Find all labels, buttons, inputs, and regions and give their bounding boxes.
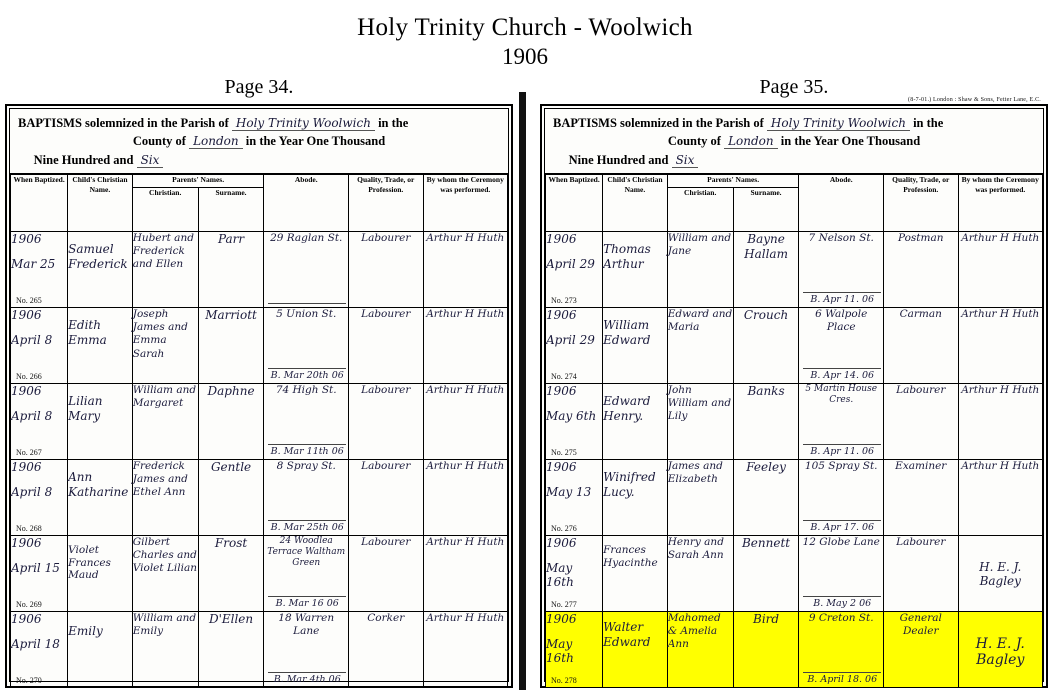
- entry-number: No. 278: [551, 676, 577, 686]
- child-name: Violet Frances Maud: [68, 544, 111, 582]
- abode: 29 Raglan St.: [270, 232, 343, 245]
- line1-tail: in the: [913, 116, 944, 130]
- col-parent-surname: Surname.: [733, 188, 799, 232]
- cell-surname: [733, 612, 799, 688]
- entry-day: April 29: [546, 256, 595, 271]
- cell-quality: [883, 536, 958, 612]
- table-header-row: [546, 175, 1043, 188]
- entry-number: No. 277: [551, 600, 577, 610]
- parents-christian: James and Elizabeth: [667, 460, 723, 486]
- child-name: Samuel Frederick: [68, 242, 128, 271]
- born-note: B. Mar 20th 06: [268, 368, 345, 381]
- county-name: London: [724, 134, 778, 149]
- abode: 18 Warren Lane: [278, 612, 335, 637]
- quality: Carman: [899, 308, 942, 321]
- parents-christian: Frederick James and Ethel Ann: [132, 460, 188, 499]
- entry-year: 1906: [546, 232, 577, 247]
- cell-child: [603, 536, 668, 612]
- county-label: County of: [132, 134, 186, 149]
- county-label: County of: [667, 134, 721, 149]
- entry-number: No. 265: [16, 296, 42, 306]
- entry-year: 1906: [546, 384, 577, 399]
- entry-day: April 29: [546, 332, 595, 347]
- entry-day: April 8: [11, 484, 53, 499]
- cell-abode: [264, 536, 348, 612]
- line2-tail: in the Year One Thousand: [780, 134, 921, 149]
- parents-surname: Feeley: [746, 460, 786, 475]
- table-header-row: [11, 175, 508, 188]
- child-name: Edith Emma: [68, 318, 107, 347]
- cell-parents-christian: [667, 232, 733, 308]
- cell-parents-christian: [132, 536, 198, 612]
- cell-parents-christian: [667, 384, 733, 460]
- cell-surname: [198, 612, 264, 688]
- parish-name: Holy Trinity Woolwich: [767, 116, 910, 131]
- cell-child: [68, 460, 133, 536]
- line1-tail: in the: [378, 116, 409, 130]
- quality: Examiner: [895, 460, 947, 473]
- register-page-right: [540, 76, 1048, 690]
- parents-christian: William and Margaret: [132, 384, 197, 410]
- entry-number: No. 274: [551, 372, 577, 382]
- abode: 74 High St.: [275, 384, 337, 397]
- quality: Labourer: [361, 308, 411, 321]
- cell-surname: [198, 384, 264, 460]
- entry-number: No. 267: [16, 448, 42, 458]
- cell-surname: [733, 308, 799, 384]
- cell-by-whom: [958, 308, 1042, 384]
- col-child-name: Child's Christian Name.: [603, 175, 668, 232]
- parents-christian: John William and Lily: [667, 384, 732, 423]
- quality: Postman: [897, 232, 944, 245]
- page-title: Holy Trinity Church - Woolwich: [357, 14, 693, 41]
- cell-surname: [198, 308, 264, 384]
- cell-child: [68, 536, 133, 612]
- born-note: B. Mar 16 06: [268, 596, 345, 609]
- officiant: Arthur H Huth: [426, 460, 505, 473]
- parents-christian: Joseph James and Emma Sarah: [132, 308, 188, 360]
- table-row-highlighted: [546, 612, 1043, 688]
- register-block-left: [5, 104, 513, 688]
- document-year: 1906: [502, 44, 548, 69]
- col-when-baptized: When Baptized.: [11, 175, 68, 232]
- child-name: Thomas Arthur: [603, 242, 651, 271]
- solemnized-text: solemnized in the Parish of: [85, 116, 229, 130]
- cell-when: [11, 384, 68, 460]
- quality: Corker: [367, 612, 405, 625]
- cell-parents-christian: [132, 460, 198, 536]
- col-quality: Quality, Trade, or Profession.: [883, 175, 958, 232]
- parents-surname: Daphne: [207, 384, 255, 399]
- cell-by-whom: [423, 232, 507, 308]
- col-parent-christian: Christian.: [132, 188, 198, 232]
- col-abode: Abode.: [799, 175, 883, 232]
- cell-by-whom: [423, 612, 507, 688]
- parish-name: Holy Trinity Woolwich: [232, 116, 375, 131]
- entry-number: No. 273: [551, 296, 577, 306]
- cell-parents-christian: [667, 460, 733, 536]
- cell-parents-christian: [132, 308, 198, 384]
- cell-when: [11, 460, 68, 536]
- document-header: [0, 0, 1050, 70]
- entry-year: 1906: [546, 612, 577, 627]
- entry-year: 1906: [11, 460, 42, 475]
- table-row: [11, 612, 508, 688]
- cell-abode: [799, 460, 883, 536]
- table-row: [546, 384, 1043, 460]
- officiant-signature: H. E. J. Bagley: [975, 636, 1025, 669]
- table-row: [11, 308, 508, 384]
- cell-surname: [733, 384, 799, 460]
- cell-quality: [883, 612, 958, 688]
- parents-christian: William and Jane: [667, 232, 732, 258]
- cell-quality: [348, 612, 423, 688]
- cell-when: [11, 308, 68, 384]
- cell-child: [603, 460, 668, 536]
- cell-surname: [198, 460, 264, 536]
- cell-parents-christian: [132, 612, 198, 688]
- cell-surname: [198, 536, 264, 612]
- cell-surname: [198, 232, 264, 308]
- entry-year: 1906: [11, 384, 42, 399]
- cell-by-whom: [958, 536, 1042, 612]
- born-note: B. Mar 11th 06: [268, 444, 345, 457]
- parents-surname: Crouch: [743, 308, 789, 323]
- register-pages: [0, 76, 1050, 690]
- parents-christian: Mahomed & Amelia Ann: [667, 612, 721, 651]
- cell-child: [68, 384, 133, 460]
- book-spine: [519, 92, 526, 690]
- preamble-left: [10, 109, 508, 174]
- preamble-right: [545, 109, 1043, 174]
- abode: 5 Union St.: [276, 308, 337, 321]
- col-child-name: Child's Christian Name.: [68, 175, 133, 232]
- cell-surname: [733, 232, 799, 308]
- officiant: Arthur H Huth: [961, 460, 1040, 473]
- cell-child: [68, 612, 133, 688]
- cell-by-whom: [958, 460, 1042, 536]
- col-parent-surname: Surname.: [198, 188, 264, 232]
- entry-day: May 16th: [546, 560, 574, 589]
- entry-number: No. 270: [16, 676, 42, 686]
- parents-christian: Edward and Maria: [667, 308, 733, 334]
- cell-when: [546, 232, 603, 308]
- cell-quality: [348, 232, 423, 308]
- entry-day: May 6th: [546, 408, 597, 423]
- cell-abode: [799, 384, 883, 460]
- table-row: [11, 232, 508, 308]
- cell-when: [11, 232, 68, 308]
- child-name: Winifred Lucy.: [603, 470, 656, 499]
- county-name: London: [189, 134, 243, 149]
- child-name: Emily: [68, 624, 103, 639]
- parents-christian: Henry and Sarah Ann: [667, 536, 724, 562]
- line2-tail: in the Year One Thousand: [245, 134, 386, 149]
- year-word: Six: [672, 153, 699, 168]
- cell-quality: [348, 536, 423, 612]
- cell-quality: [883, 308, 958, 384]
- cell-abode: [799, 232, 883, 308]
- entry-day: May 16th: [546, 636, 574, 665]
- parents-christian: William and Emily: [132, 612, 197, 638]
- cell-by-whom: [423, 460, 507, 536]
- born-note: B. May 2 06: [803, 596, 880, 609]
- table-row: [546, 232, 1043, 308]
- col-quality: Quality, Trade, or Profession.: [348, 175, 423, 232]
- entry-year: 1906: [11, 536, 42, 551]
- parents-surname: Banks: [747, 384, 785, 399]
- cell-child: [68, 308, 133, 384]
- entry-year: 1906: [11, 232, 42, 247]
- born-note: B. Apr 17. 06: [803, 520, 880, 533]
- parents-christian: Hubert and Frederick and Ellen: [132, 232, 194, 271]
- child-name: Frances Hyacinthe: [603, 544, 658, 569]
- officiant: Arthur H Huth: [426, 612, 505, 625]
- cell-child: [68, 232, 133, 308]
- entry-number: No. 276: [551, 524, 577, 534]
- cell-child: [603, 308, 668, 384]
- year-word: Six: [137, 153, 164, 168]
- cell-abode: [799, 536, 883, 612]
- entry-day: April 8: [11, 408, 53, 423]
- cell-abode: [799, 612, 883, 688]
- register-page-left: [5, 76, 513, 690]
- col-when-baptized: When Baptized.: [546, 175, 603, 232]
- parents-surname: Gentle: [210, 460, 252, 475]
- cell-quality: [348, 308, 423, 384]
- entries-right: [546, 232, 1043, 688]
- entry-number: No. 275: [551, 448, 577, 458]
- entry-number: No. 266: [16, 372, 42, 382]
- cell-by-whom: [958, 232, 1042, 308]
- child-name: Ann Katharine: [68, 470, 129, 499]
- entries-left: [11, 232, 508, 688]
- parents-christian: Gilbert Charles and Violet Lilian: [132, 536, 198, 575]
- cell-by-whom: [958, 612, 1042, 688]
- officiant: Arthur H Huth: [426, 308, 505, 321]
- abode: 24 Woodlea Terrace Waltham Green: [267, 536, 346, 568]
- col-abode: Abode.: [264, 175, 348, 232]
- parents-surname: Marriott: [205, 308, 257, 323]
- cell-when: [11, 536, 68, 612]
- cell-child: [603, 232, 668, 308]
- born-note: B. Apr 14. 06: [803, 368, 880, 381]
- entry-day: April 15: [11, 560, 60, 575]
- abode: 105 Spray St.: [804, 460, 878, 473]
- child-name: William Edward: [603, 318, 651, 347]
- cell-when: [546, 612, 603, 688]
- cell-by-whom: [423, 308, 507, 384]
- child-name: Lilian Mary: [68, 394, 103, 423]
- cell-quality: [348, 384, 423, 460]
- ninehundred-label: Nine Hundred and: [568, 152, 669, 167]
- cell-quality: [883, 384, 958, 460]
- quality: Labourer: [361, 384, 411, 397]
- cell-when: [11, 612, 68, 688]
- cell-abode: [799, 308, 883, 384]
- quality: Labourer: [361, 460, 411, 473]
- quality: Labourer: [896, 536, 946, 549]
- baptisms-word: BAPTISMS: [553, 116, 617, 130]
- cell-child: [603, 612, 668, 688]
- parents-surname: Bayne Hallam: [744, 232, 788, 261]
- officiant: Arthur H Huth: [426, 232, 505, 245]
- page-label-left: Page 34.: [224, 76, 294, 98]
- table-row: [546, 308, 1043, 384]
- cell-parents-christian: [132, 384, 198, 460]
- cell-parents-christian: [667, 612, 733, 688]
- ninehundred-label: Nine Hundred and: [33, 152, 134, 167]
- abode: 9 Creton St.: [808, 612, 874, 625]
- cell-surname: [733, 460, 799, 536]
- officiant: Arthur H Huth: [961, 232, 1040, 245]
- born-note: B. Mar 4th 06: [268, 672, 345, 685]
- col-by-whom: By whom the Ceremony was performed.: [958, 175, 1042, 232]
- cell-when: [546, 460, 603, 536]
- cell-abode: [264, 612, 348, 688]
- quality: Labourer: [896, 384, 946, 397]
- table-row: [11, 536, 508, 612]
- officiant: Arthur H Huth: [426, 536, 505, 549]
- table-row: [546, 460, 1043, 536]
- entry-year: 1906: [11, 612, 42, 627]
- abode: 8 Spray St.: [276, 460, 336, 473]
- born-note: B. Apr 11. 06: [803, 444, 880, 457]
- parents-surname: Bennett: [741, 536, 791, 551]
- officiant: Arthur H Huth: [961, 384, 1040, 397]
- entry-day: May 13: [546, 484, 592, 499]
- cell-when: [546, 308, 603, 384]
- abode: 5 Martin House Cres.: [805, 384, 878, 405]
- entry-year: 1906: [546, 460, 577, 475]
- entry-number: No. 268: [16, 524, 42, 534]
- cell-quality: [348, 460, 423, 536]
- table-row: [546, 536, 1043, 612]
- entry-year: 1906: [546, 536, 577, 551]
- quality: Labourer: [361, 536, 411, 549]
- parents-surname: Bird: [753, 612, 780, 627]
- table-row: [11, 384, 508, 460]
- officiant: Arthur H Huth: [961, 308, 1040, 321]
- col-parent-christian: Christian.: [667, 188, 733, 232]
- abode: 6 Walpole Place: [815, 308, 868, 333]
- quality: Labourer: [361, 232, 411, 245]
- born-note: B. Apr 11. 06: [803, 292, 880, 305]
- child-name: Edward Henry.: [603, 394, 651, 423]
- officiant: Arthur H Huth: [426, 384, 505, 397]
- cell-parents-christian: [667, 308, 733, 384]
- solemnized-text: solemnized in the Parish of: [620, 116, 764, 130]
- cell-abode: [264, 384, 348, 460]
- page-label-right: Page 35.: [759, 76, 829, 98]
- entry-day: Mar 25: [11, 256, 56, 271]
- entry-day: April 18: [11, 636, 60, 651]
- born-note: B. April 18. 06: [803, 672, 880, 685]
- baptisms-word: BAPTISMS: [18, 116, 82, 130]
- col-parents-group: Parents' Names.: [667, 175, 799, 188]
- cell-abode: [264, 232, 348, 308]
- cell-surname: [733, 536, 799, 612]
- parents-surname: D'Ellen: [208, 612, 254, 627]
- officiant-signature: H. E. J. Bagley: [979, 560, 1022, 589]
- cell-parents-christian: [667, 536, 733, 612]
- cell-abode: [264, 460, 348, 536]
- abode: 12 Globe Lane: [802, 536, 880, 549]
- cell-quality: [883, 460, 958, 536]
- col-parents-group: Parents' Names.: [132, 175, 264, 188]
- entry-day: April 8: [11, 332, 53, 347]
- printer-mark: (8-7-01.) London : Shaw & Sons, Fetter Lane, E.C.: [908, 97, 1041, 103]
- entry-year: 1906: [11, 308, 42, 323]
- child-name: Walter Edward: [603, 620, 651, 649]
- cell-by-whom: [423, 384, 507, 460]
- parents-surname: Parr: [217, 232, 245, 247]
- cell-abode: [264, 308, 348, 384]
- entry-number: No. 269: [16, 600, 42, 610]
- cell-when: [546, 384, 603, 460]
- register-table-right: [545, 174, 1043, 688]
- col-by-whom: By whom the Ceremony was performed.: [423, 175, 507, 232]
- born-note: [268, 303, 345, 305]
- born-note: B. Mar 25th 06: [268, 520, 345, 533]
- cell-when: [546, 536, 603, 612]
- table-row: [11, 460, 508, 536]
- register-table-left: [10, 174, 508, 688]
- cell-parents-christian: [132, 232, 198, 308]
- parents-surname: Frost: [214, 536, 248, 551]
- register-block-right: [540, 97, 1048, 688]
- quality: General Dealer: [899, 612, 942, 637]
- cell-child: [603, 384, 668, 460]
- entry-year: 1906: [546, 308, 577, 323]
- cell-quality: [883, 232, 958, 308]
- abode: 7 Nelson St.: [808, 232, 874, 245]
- cell-by-whom: [958, 384, 1042, 460]
- cell-by-whom: [423, 536, 507, 612]
